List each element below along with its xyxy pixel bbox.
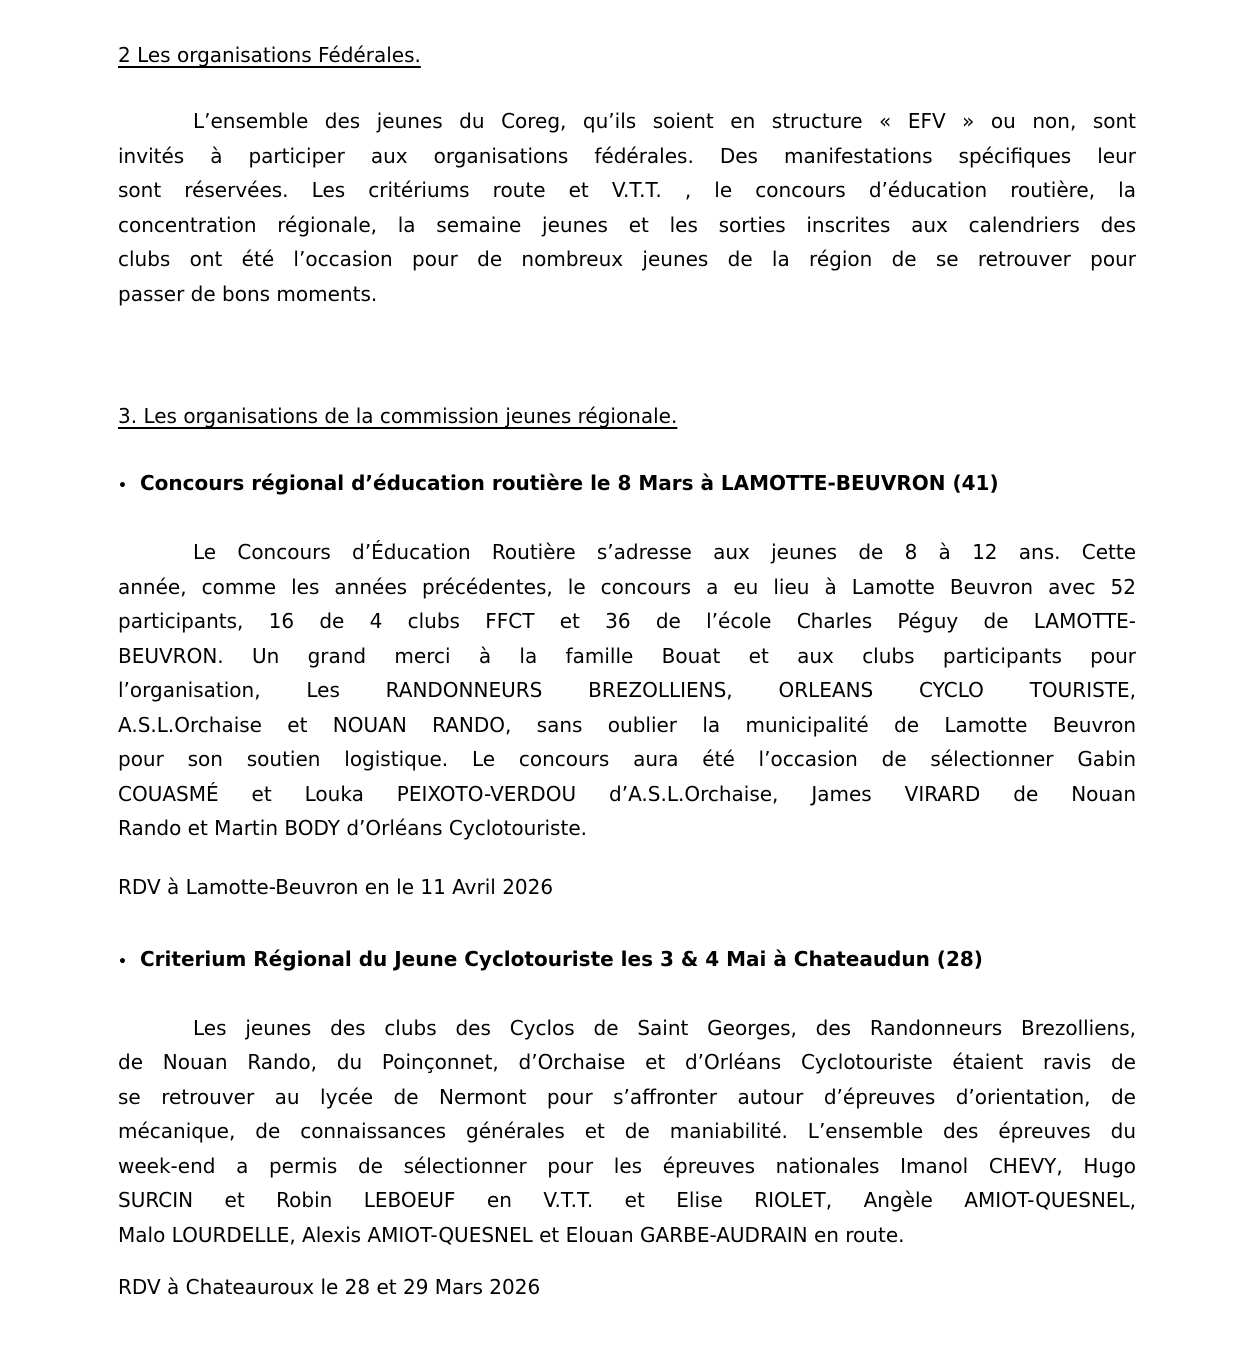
- paragraph-line: de Nouan Rando, du Poinçonnet, d’Orchaise et d’Orléans Cyclotouriste étaient ravis de: [118, 1050, 1136, 1074]
- section-heading-organisations-federales: 2 Les organisations Fédérales.: [118, 43, 421, 67]
- paragraph-line: SURCIN et Robin LEBOEUF en V.T.T. et Elise RIOLET, Angèle AMIOT-QUESNEL,: [118, 1188, 1136, 1212]
- bullet-icon: •: [118, 478, 127, 494]
- section-heading-commission-jeunes: 3. Les organisations de la commission jeunes régionale.: [118, 404, 678, 428]
- paragraph-line: Rando et Martin BODY d’Orléans Cyclotouriste.: [118, 816, 587, 840]
- bullet-item-label: Concours régional d’éducation routière le 8 Mars à LAMOTTE-BEUVRON (41): [140, 471, 999, 495]
- paragraph-line: week-end a permis de sélectionner pour les épreuves nationales Imanol CHEVY, Hugo: [118, 1153, 1136, 1178]
- paragraph-line: clubs ont été l’occasion pour de nombreux jeunes de la région de se retrouver pour: [118, 247, 1136, 271]
- paragraph-line: pour son soutien logistique. Le concours aura été l’occasion de sélectionner Gabin: [118, 747, 1136, 771]
- paragraph-line: Les jeunes des clubs des Cyclos de Saint Georges, des Randonneurs Brezolliens,: [193, 1015, 1136, 1040]
- paragraph-line: Le Concours d’Éducation Routière s’adresse aux jeunes de 8 à 12 ans. Cette: [193, 540, 1136, 564]
- paragraph-line: concentration régionale, la semaine jeunes et les sorties inscrites aux calendriers des: [118, 212, 1136, 237]
- paragraph-line: année, comme les années précédentes, le concours a eu lieu à Lamotte Beuvron avec 52: [118, 574, 1136, 599]
- paragraph-line: L’ensemble des jeunes du Coreg, qu’ils soient en structure « EFV » ou non, sont: [193, 109, 1136, 133]
- bullet-item-criterium-regional: [118, 942, 1136, 979]
- paragraph-criterium-regional: [118, 1011, 1136, 1253]
- paragraph-line: COUASMÉ et Louka PEIXOTO-VERDOU d’A.S.L.Orchaise, James VIRARD de Nouan: [118, 781, 1136, 806]
- bullet-item-concours-education-routiere: [118, 466, 1136, 503]
- paragraph-line: sont réservées. Les critériums route et V.T.T. , le concours d’éducation routière, la: [118, 178, 1136, 202]
- rdv-lamotte-beuvron: RDV à Lamotte-Beuvron en le 11 Avril 2026: [118, 874, 554, 899]
- paragraph-line: A.S.L.Orchaise et NOUAN RANDO, sans oublier la municipalité de Lamotte Beuvron: [118, 712, 1136, 737]
- paragraph-concours-education-routiere: [118, 535, 1136, 846]
- paragraph-line: participants, 16 de 4 clubs FFCT et 36 de l’école Charles Péguy de LAMOTTE-: [118, 609, 1136, 633]
- paragraph-line: mécanique, de connaissances générales et de maniabilité. L’ensemble des épreuves du: [118, 1119, 1136, 1143]
- rdv-chateauroux: RDV à Chateauroux le 28 et 29 Mars 2026: [118, 1275, 541, 1299]
- paragraph-line: passer de bons moments.: [118, 281, 378, 306]
- paragraph-line: se retrouver au lycée de Nermont pour s’affronter autour d’épreuves d’orientation, de: [118, 1084, 1136, 1109]
- paragraph-line: l’organisation, Les RANDONNEURS BREZOLLIENS, ORLEANS CYCLO TOURISTE,: [118, 678, 1136, 702]
- paragraph-organisations-federales: [118, 104, 1136, 311]
- paragraph-line: BEUVRON. Un grand merci à la famille Bouat et aux clubs participants pour: [118, 643, 1136, 668]
- bullet-item-label: Criterium Régional du Jeune Cyclotouriste les 3 & 4 Mai à Chateaudun (28): [140, 946, 983, 971]
- bullet-icon: •: [118, 953, 127, 970]
- paragraph-line: Malo LOURDELLE, Alexis AMIOT-QUESNEL et Elouan GARBE-AUDRAIN en route.: [118, 1222, 905, 1247]
- paragraph-line: invités à participer aux organisations fédérales. Des manifestations spécifiques leur: [118, 143, 1136, 168]
